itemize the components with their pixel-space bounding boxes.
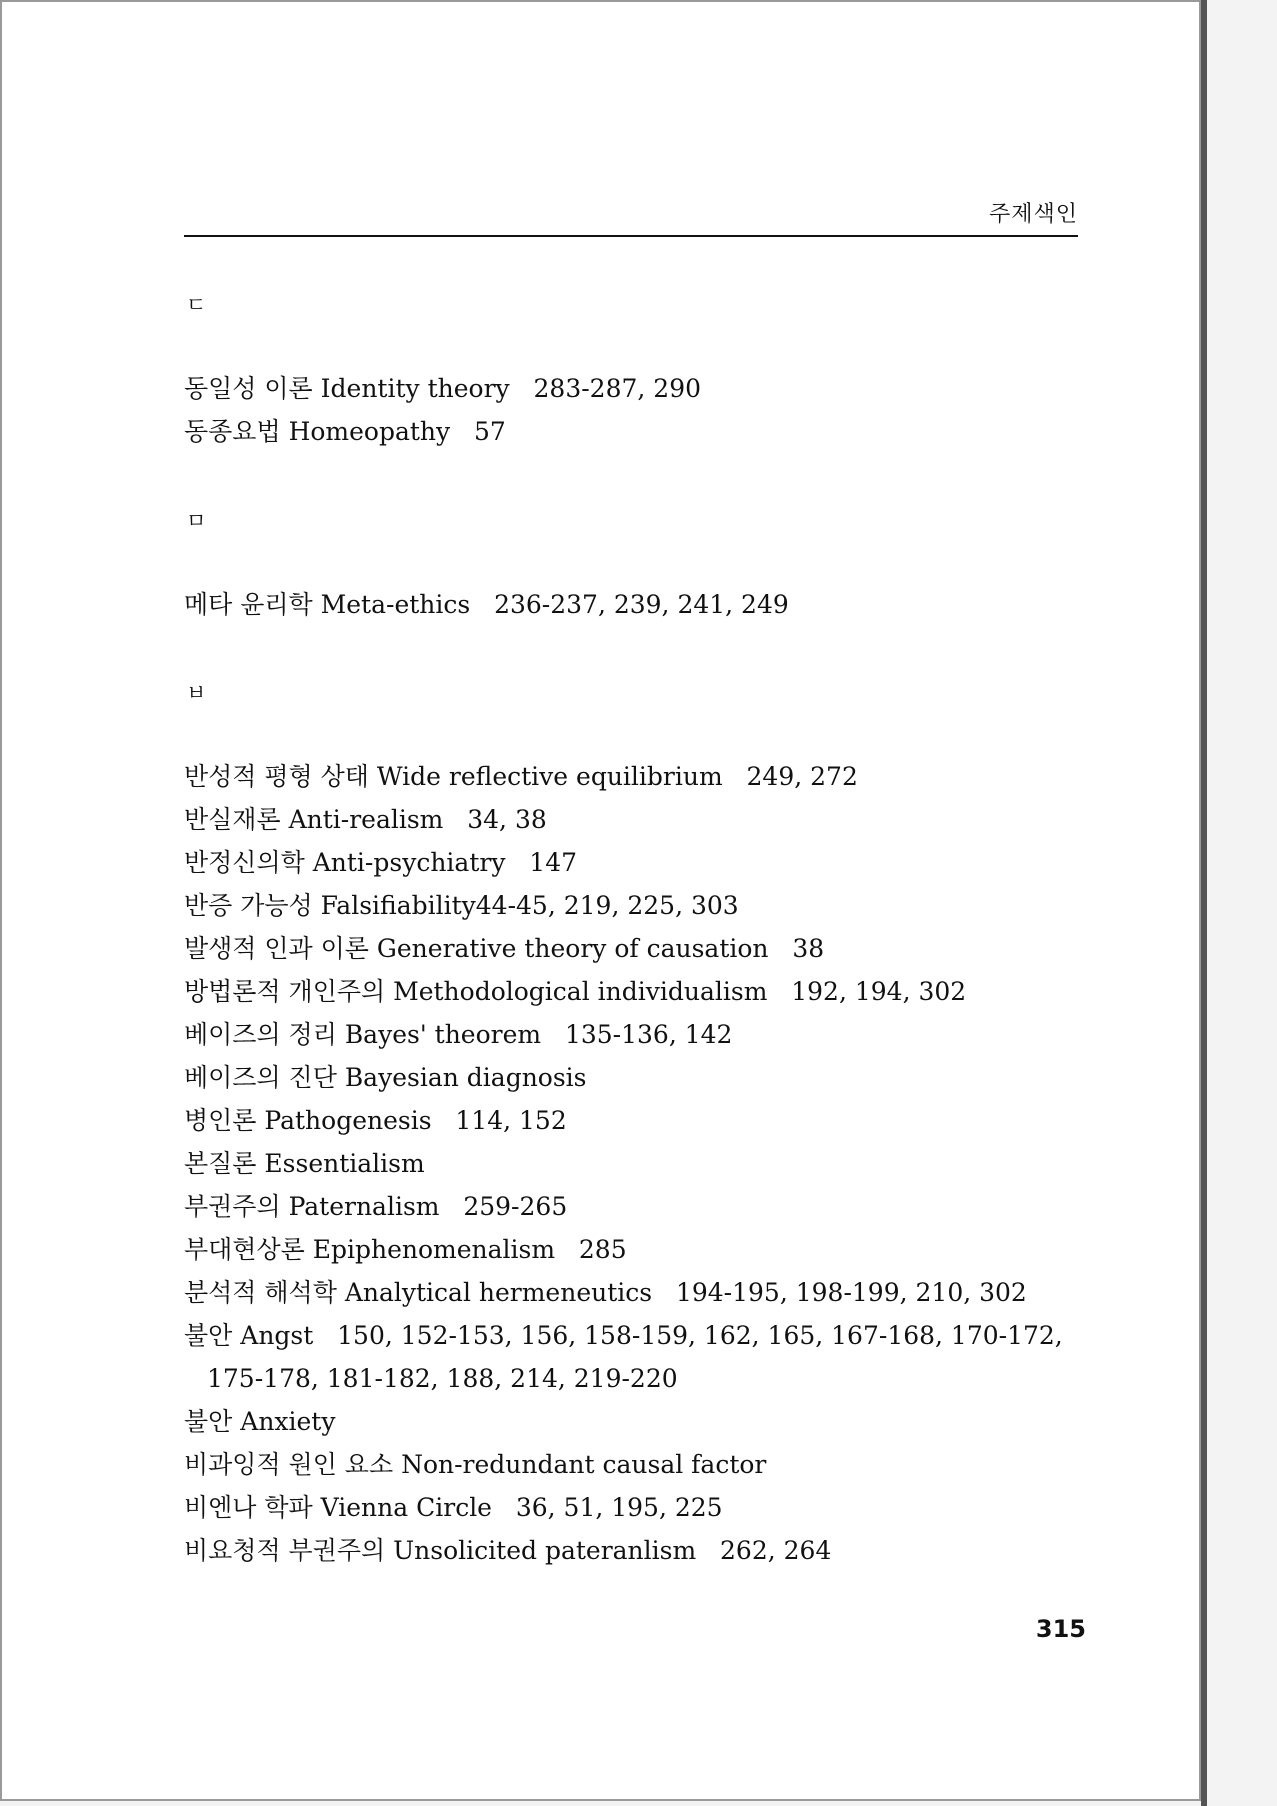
entry-pages: 259-265 (463, 1192, 568, 1221)
entry-english: Bayes' theorem (344, 1020, 542, 1049)
entry-korean: 분석적 해석학 (184, 1278, 337, 1307)
entry-pages: 249, 272 (746, 762, 858, 791)
index-entry (184, 805, 547, 835)
entry-pages: 219, 225, 303 (563, 891, 739, 920)
index-entry (184, 934, 824, 964)
entry-english: Essentialism (264, 1149, 425, 1178)
entry-pages: 38 (792, 934, 825, 963)
entry-korean: 부권주의 (184, 1192, 281, 1221)
entry-pages: 135-136, 142 (564, 1020, 733, 1049)
index-entry-continuation (207, 1364, 678, 1394)
page-number: 315 (1035, 1615, 1086, 1643)
entry-korean: 반정신의학 (184, 848, 305, 877)
entry-pages: 147 (529, 848, 578, 877)
entry-english: Falsifiability44-45, (320, 891, 556, 920)
entry-english: Unsolicited pateranlism (393, 1536, 697, 1565)
entry-korean: 반증 가능성 (184, 891, 313, 920)
entry-pages: 175-178, 181-182, 188, 214, 219-220 (207, 1364, 678, 1393)
index-entry (184, 1063, 587, 1093)
index-entry (184, 417, 506, 447)
entry-pages: 285 (578, 1235, 627, 1264)
index-entry (184, 1536, 831, 1566)
entry-korean: 방법론적 개인주의 (184, 977, 386, 1006)
entry-korean: 동종요법 (184, 417, 281, 446)
page-edge-shadow (1201, 0, 1207, 1806)
entry-pages: 283-287, 290 (533, 374, 702, 403)
entry-english: Meta-ethics (320, 590, 471, 619)
entry-korean: 비요청적 부권주의 (184, 1536, 386, 1565)
entry-pages: 114, 152 (455, 1106, 567, 1135)
entry-pages: 194-195, 198-199, 210, 302 (675, 1278, 1027, 1307)
entry-pages: 36, 51, 195, 225 (515, 1493, 723, 1522)
entry-english: Anti-psychiatry (312, 848, 506, 877)
section-letter: ㅂ (186, 681, 207, 705)
index-entry (184, 1106, 567, 1136)
index-entry (184, 1149, 425, 1179)
index-entry (184, 1450, 766, 1480)
entry-korean: 베이즈의 정리 (184, 1020, 337, 1049)
section-letter: ㄷ (186, 293, 207, 317)
index-entry (184, 848, 577, 878)
entry-pages: 262, 264 (720, 1536, 832, 1565)
index-entry (184, 1192, 567, 1222)
index-entry (184, 1020, 732, 1050)
section-letter: ㅁ (186, 509, 207, 533)
entry-english: Anxiety (240, 1407, 336, 1436)
entry-pages: 57 (474, 417, 506, 446)
entry-english: Paternalism (288, 1192, 440, 1221)
entry-korean: 불안 (184, 1407, 233, 1436)
index-entry (184, 891, 739, 921)
entry-korean: 동일성 이론 (184, 374, 313, 403)
entry-english: Identity theory (320, 374, 510, 403)
entry-korean: 베이즈의 진단 (184, 1063, 337, 1092)
index-entry (184, 1407, 335, 1437)
header-rule (184, 235, 1078, 237)
entry-english: Analytical hermeneutics (344, 1278, 653, 1307)
entry-english: Pathogenesis (264, 1106, 432, 1135)
running-head: 주제색인 (988, 202, 1078, 227)
entry-korean: 반실재론 (184, 805, 281, 834)
entry-english: Wide reflective equilibrium (376, 762, 723, 791)
index-entry (184, 977, 966, 1007)
entry-korean: 병인론 (184, 1106, 257, 1135)
entry-english: Homeopathy (288, 417, 451, 446)
entry-korean: 불안 (184, 1321, 233, 1350)
entry-english: Methodological individualism (393, 977, 768, 1006)
entry-english: Non-redundant causal factor (401, 1450, 767, 1479)
entry-english: Anti-realism (288, 805, 444, 834)
entry-english: Angst (240, 1321, 314, 1350)
entry-korean: 비엔나 학파 (184, 1493, 313, 1522)
entry-pages: 236-237, 239, 241, 249 (494, 590, 789, 619)
entry-korean: 메타 윤리학 (184, 590, 313, 619)
index-entry (184, 1235, 627, 1265)
index-entry (184, 762, 858, 792)
entry-pages: 192, 194, 302 (791, 977, 967, 1006)
entry-pages: 150, 152-153, 156, 158-159, 162, 165, 167-168, 170-172, (337, 1321, 1063, 1350)
index-entry (184, 590, 789, 620)
entry-korean: 비과잉적 원인 요소 (184, 1450, 394, 1479)
entry-korean: 반성적 평형 상태 (184, 762, 369, 791)
entry-korean: 부대현상론 (184, 1235, 305, 1264)
entry-korean: 발생적 인과 이론 (184, 934, 369, 963)
entry-english: Vienna Circle (320, 1493, 492, 1522)
index-entry (184, 1321, 1063, 1351)
entry-english: Generative theory of causation (376, 934, 769, 963)
index-entry (184, 1493, 723, 1523)
entry-english: Bayesian diagnosis (344, 1063, 587, 1092)
index-entry (184, 1278, 1027, 1308)
entry-pages: 34, 38 (467, 805, 547, 834)
entry-english: Epiphenomenalism (312, 1235, 556, 1264)
index-entry (184, 374, 701, 404)
entry-korean: 본질론 (184, 1149, 257, 1178)
